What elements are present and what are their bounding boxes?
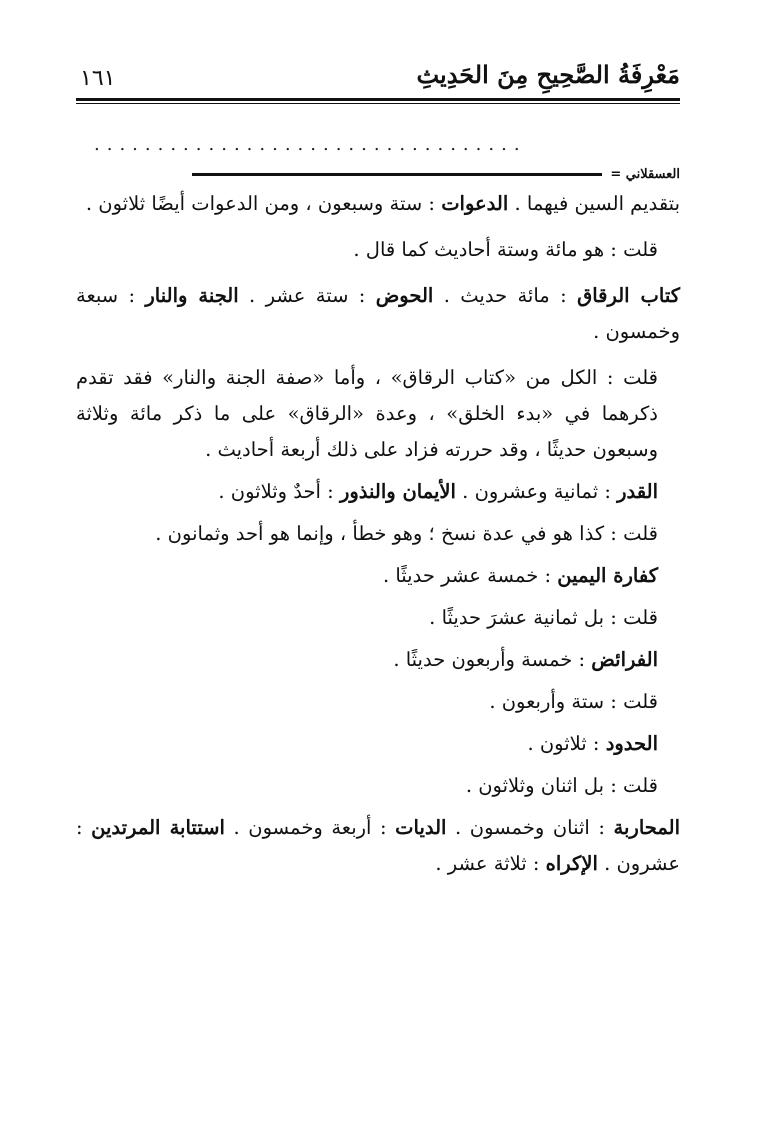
paragraph bbox=[76, 186, 680, 222]
text-run: بتقديم السين فيهما . bbox=[508, 192, 680, 215]
text-run: قلت : بل ثمانية عشرَ حديثًا . bbox=[429, 606, 658, 629]
text-run: : أربعة وخمسون . bbox=[224, 816, 396, 839]
text-run: : مائة حديث . bbox=[433, 284, 578, 307]
chapter-name: القدر bbox=[617, 480, 658, 503]
chapter-name: كفارة اليمين bbox=[557, 564, 658, 587]
text-run: : ثلاثون . bbox=[527, 732, 606, 755]
source-label: العسقلاني = bbox=[610, 166, 680, 182]
chapter-name: المحاربة bbox=[613, 816, 680, 839]
chapter-name: الدعوات bbox=[441, 192, 509, 215]
text-run: قلت : ستة وأربعون . bbox=[489, 690, 658, 713]
paragraph bbox=[76, 558, 680, 594]
text-run: قلت : هو مائة وستة أحاديث كما قال . bbox=[353, 238, 658, 261]
chapter-name: الديات bbox=[395, 816, 447, 839]
text-run: : أحدٌ وثلاثون . bbox=[218, 480, 340, 503]
paragraph bbox=[76, 278, 680, 350]
header-rule-thin bbox=[76, 103, 680, 104]
text-run: : ثلاثة عشر . bbox=[435, 852, 546, 875]
paragraph bbox=[76, 474, 680, 510]
paragraph bbox=[76, 726, 680, 762]
page-header bbox=[76, 52, 680, 96]
paragraph bbox=[76, 810, 680, 882]
source-rule bbox=[192, 173, 602, 176]
text-run: قلت : الكل من «كتاب الرقاق» ، وأما «صفة الجنة والنار» فقد تقدم ذكرهما في «بدء الخلق» ، وعدة «الرقاق» على ما ذكر مائة وثلاثة وسبعون حديثًا ، وقد حررته فزاد على ذلك أربعة أحاديث . bbox=[76, 366, 658, 461]
paragraph bbox=[76, 516, 680, 552]
running-title: مَعْرِفَةُ الصَّحِيحِ مِنَ الحَدِيثِ bbox=[416, 60, 680, 89]
book-page bbox=[76, 52, 680, 1092]
paragraph bbox=[76, 232, 680, 268]
chapter-name: الإكراه bbox=[545, 852, 598, 875]
text-run: قلت : بل اثنان وثلاثون . bbox=[465, 774, 658, 797]
source-separator bbox=[76, 164, 680, 184]
page-number: ١٦١ bbox=[80, 66, 116, 91]
paragraph bbox=[76, 768, 680, 804]
paragraph bbox=[76, 600, 680, 636]
chapter-name: كتاب الرقاق bbox=[577, 284, 680, 307]
text-run: : خمسة وأربعون حديثًا . bbox=[393, 648, 592, 671]
chapter-name: الأيمان والنذور bbox=[339, 480, 456, 503]
text-run: : ثمانية وعشرون . bbox=[455, 480, 618, 503]
text-run: : ستة وسبعون ، ومن الدعوات أيضًا ثلاثون . bbox=[85, 192, 442, 215]
page-body bbox=[76, 186, 680, 882]
chapter-name: الفرائض bbox=[591, 648, 658, 671]
text-run: قلت : كذا هو في عدة نسخ ؛ وهو خطأ ، وإنما هو أحد وثمانون . bbox=[155, 522, 658, 545]
text-run: : سبعة وخمسون . bbox=[76, 284, 680, 343]
paragraph bbox=[76, 642, 680, 678]
paragraph bbox=[76, 360, 680, 468]
chapter-name: الجنة والنار bbox=[145, 284, 239, 307]
chapter-name: الحوض bbox=[375, 284, 434, 307]
text-run: : اثنان وخمسون . bbox=[446, 816, 614, 839]
text-run: : ستة عشر . bbox=[238, 284, 376, 307]
paragraph bbox=[76, 684, 680, 720]
text-run: : عشرون . bbox=[76, 816, 680, 875]
text-run: : خمسة عشر حديثًا . bbox=[382, 564, 558, 587]
omission-dots: .................................. bbox=[94, 134, 527, 154]
chapter-name: الحدود bbox=[605, 732, 658, 755]
header-rule-thick bbox=[76, 98, 680, 101]
chapter-name: استتابة المرتدين bbox=[91, 816, 225, 839]
